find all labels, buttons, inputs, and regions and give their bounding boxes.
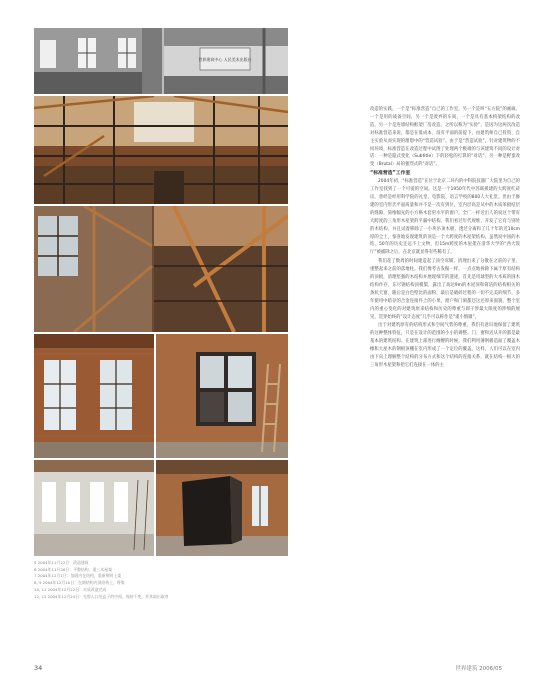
photo-4 [34, 334, 154, 458]
photo-5 [156, 334, 288, 458]
caption: 5 2004年11月22日：改造建筑 [34, 560, 89, 565]
caption: 12, 13 2004年12月24日：先那入口处盒子的中间，保持不变，并其取出取用 [34, 593, 169, 599]
paragraph: 我们花了数周的时间建造起了顶空床铺、清理出来了分散在之前的子里、重整起来之前的落地柱。我们像考古发掘一样，一点点地拆除下属于原有结构的顶板，清理堅强的木结构并展现细节的遗迹，首先是用球型的大木质的圆木结构作存，东尽钢结构顶模槃，露出了高达9m的木屋顶和简洁的结构相关的条状天窗，随后是白色壁比的面粉，最后是破碎过程的一切不完美的细节，多年使用中暗存的合金连接件上的小果，窗户和门洞都还这还原来面貌，整个室内的重心变化的对建筑原来结构和历史的尊重与即干涉最大限度的涉细的展见，贯穿始终的“设计态度”几乎可以称作是“谨小慎微”。 [370, 259, 520, 320]
paragraph: 改造的实践，一个是“标准营造”自己的工作室，另一个是叫“五方院”的画廊，一个是用的战备空间，另一个是废弃的车间，一个是具有基本构架结构的改造，另一个是连墙结构框架厂房改造。之所以称为“实验”，是因为这两次改造对标准营造来说，都是在低成本、没有平面的前提下，由建筑师自己投资、自主实验从而实现的理想中的“营造试验”。由于是“营造试验”，针对建筑物的不同环境，标准营造在改造过程中试图了处理两个极端的与该建筑不同的设计对话：一种是隐式变化（Subtitle）下的轻松的打算的“对话”，另一种是野蛮改变（Brutal）局的强烈式的“对话”。 [370, 107, 520, 168]
caption: 10, 11 2004年12月22日：实质改造完成 [34, 586, 107, 592]
page-number: 34 [34, 664, 43, 672]
caption: 8, 9 2004年12月10日：在钢结构内顶结构上，将集 [34, 580, 125, 586]
journal-name: 世界建筑 2006/05 [455, 666, 502, 672]
article-body [370, 106, 520, 371]
caption: 7 2004年12月1日：加固内在结构，重新照明上架 [34, 573, 122, 579]
paragraph: 出于对建筑原有的结构形式和空间气势的尊重，我们有意识地保留了建筑的这种整体特征，只是在设计的范围的小小的调整。门、窗和近从开的都是最基本的建筑结构。在建筑上部进行缠缭的时候，我们利用薄钢板造面了覆盖木橡和大屋木的钢板顶棚在室内形成了一个定位的覆盖。这样，人们可以在室内由下向上理解整个结构的分布方式和这个结构的连接关系，就在结构一根大的三角形木屋架和把它们连接在一体的主 [370, 323, 520, 368]
caption: 6 2004年11月26日：平整结构，重三木屋架 [34, 566, 112, 572]
photo-7 [156, 460, 288, 556]
photo-1-bw [34, 28, 288, 94]
section-heading: “标准营造”工作室 [370, 171, 411, 177]
photo-2 [34, 96, 288, 204]
photo-captions [34, 560, 284, 600]
photo-3 [34, 206, 288, 332]
photo-sign-text: 世界建筑中心 人民美术出版社 [198, 57, 252, 62]
photo-6 [34, 460, 154, 556]
paragraph: 2004年初，“标准营造”在位于北京二环内的中科院仪器厂大院里为自己的工作室找到了一个可爱的空间。这是一个1950年代中苏联援建的大跨度红砖房，曾经是经用科学院的礼堂、电影院、语言学校的800人大礼堂。但由于修建的室内形氏平面质量和并不是一次有到位，室内层高是从中的木质苯板结层的缝隙，简维幅先的小方格木套窑水平的窗户，全厂一样近出人的说这个带有大跨度的三角形木屋架的平漏中结构。我们看过年代规堆、开发了它有与别处的木结构，并且试着移除了一小块吊顶木板，透过分离和了几十年的近10cm厚的尘土，惊喜地发现建筑的顶是一个大跨度的木屋架结构，虽然说中国的木结，50年的历史还远不上文物，但15m跨度的木屋架在清华大学的“西大饭厅”被捕除之后，在北京就显得有些稀有了。 [370, 179, 520, 256]
